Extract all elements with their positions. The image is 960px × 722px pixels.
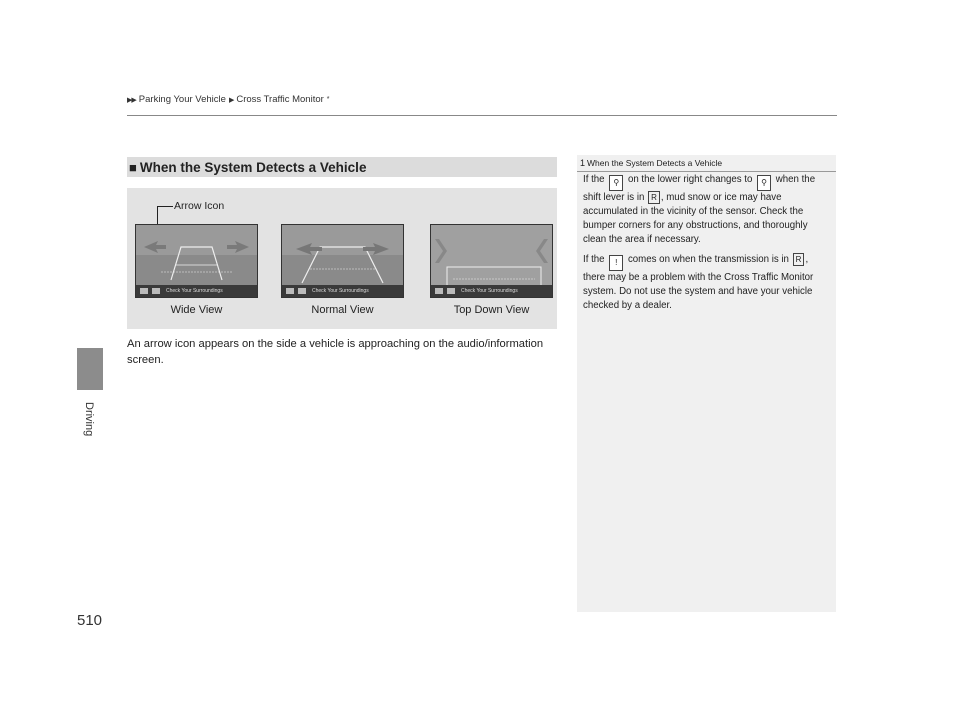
camera-image bbox=[282, 225, 403, 287]
chevron-right-icon: ▶▶ bbox=[127, 96, 136, 104]
arrow-left-icon bbox=[296, 243, 322, 255]
callout-leader bbox=[157, 206, 173, 207]
status-bar-text: Check Your Surroundings bbox=[312, 288, 369, 294]
section-title: When the System Detects a Vehicle bbox=[139, 159, 367, 175]
camera-mode-icon bbox=[298, 288, 306, 294]
text: when the shift lever is in bbox=[583, 174, 816, 203]
body-paragraph: An arrow icon appears on the side a vehicle is approaching on the audio/information screen. bbox=[127, 338, 544, 366]
system-warning-icon: ! bbox=[609, 255, 623, 271]
side-note-rule bbox=[577, 171, 836, 172]
text: If the bbox=[583, 174, 605, 185]
breadcrumb bbox=[127, 94, 330, 105]
section-marker-icon: ■ bbox=[129, 159, 137, 175]
arrow-right-icon bbox=[363, 243, 389, 255]
header-rule bbox=[127, 115, 837, 116]
section-heading bbox=[127, 157, 557, 177]
arrow-icon-callout: Arrow Icon bbox=[174, 200, 225, 212]
camera-mode-icon bbox=[447, 288, 455, 294]
chevron-right-icon: ▶ bbox=[228, 96, 234, 104]
camera-guides-top-down bbox=[431, 225, 552, 287]
camera-guides-wide bbox=[136, 225, 257, 287]
sensor-blocked-icon: ⚲ bbox=[757, 175, 771, 191]
text: If the bbox=[583, 254, 605, 265]
caption-wide-view: Wide View bbox=[170, 304, 223, 316]
sensor-icon bbox=[140, 288, 148, 294]
camera-image bbox=[136, 225, 257, 287]
status-bar bbox=[431, 285, 552, 297]
breadcrumb-item-cross-traffic[interactable]: Cross Traffic Monitor bbox=[236, 94, 324, 105]
text: comes on when the transmission is in bbox=[627, 254, 789, 265]
status-bar bbox=[282, 285, 403, 297]
camera-screen-top-down bbox=[430, 224, 553, 298]
camera-image bbox=[431, 225, 552, 287]
side-note-title bbox=[580, 158, 722, 168]
camera-mode-icon bbox=[152, 288, 160, 294]
chapter-tab bbox=[77, 348, 103, 390]
camera-screen-wide bbox=[135, 224, 258, 298]
side-note-number: 1 bbox=[580, 158, 586, 168]
camera-guides-normal bbox=[282, 225, 403, 287]
chapter-label: Driving bbox=[83, 402, 95, 437]
breadcrumb-item-parking[interactable]: Parking Your Vehicle bbox=[138, 94, 226, 105]
camera-screen-normal bbox=[281, 224, 404, 298]
reverse-key-icon: R bbox=[793, 253, 805, 266]
side-note-title-text: When the System Detects a Vehicle bbox=[587, 158, 723, 168]
sensor-icon bbox=[286, 288, 294, 294]
arrow-left-icon bbox=[144, 241, 166, 253]
side-note-paragraph-2 bbox=[583, 253, 829, 313]
page-number: 510 bbox=[77, 612, 103, 629]
status-bar-text: Check Your Surroundings bbox=[461, 288, 518, 294]
caption-top-down-view: Top Down View bbox=[453, 304, 530, 316]
text: , mud snow or ice may have accumulated in the vicinity of the sensor. Check the bumper corners for any obstructions, and thoroughly clean the area if necessary. bbox=[583, 192, 808, 245]
sensor-normal-icon: ⚲ bbox=[609, 175, 623, 191]
side-note-paragraph-1 bbox=[583, 173, 829, 247]
arrow-right-icon bbox=[227, 241, 249, 253]
status-bar bbox=[136, 285, 257, 297]
caption-normal-view: Normal View bbox=[311, 304, 374, 316]
text: , there may be a problem with the Cross Traffic Monitor system. Do not use the system and have your vehicle checked by a dealer. bbox=[583, 254, 814, 311]
sensor-icon bbox=[435, 288, 443, 294]
reverse-key-icon: R bbox=[648, 191, 660, 204]
status-bar-text: Check Your Surroundings bbox=[166, 288, 223, 294]
footnote-star: * bbox=[326, 96, 330, 103]
text: on the lower right changes to bbox=[627, 174, 753, 185]
